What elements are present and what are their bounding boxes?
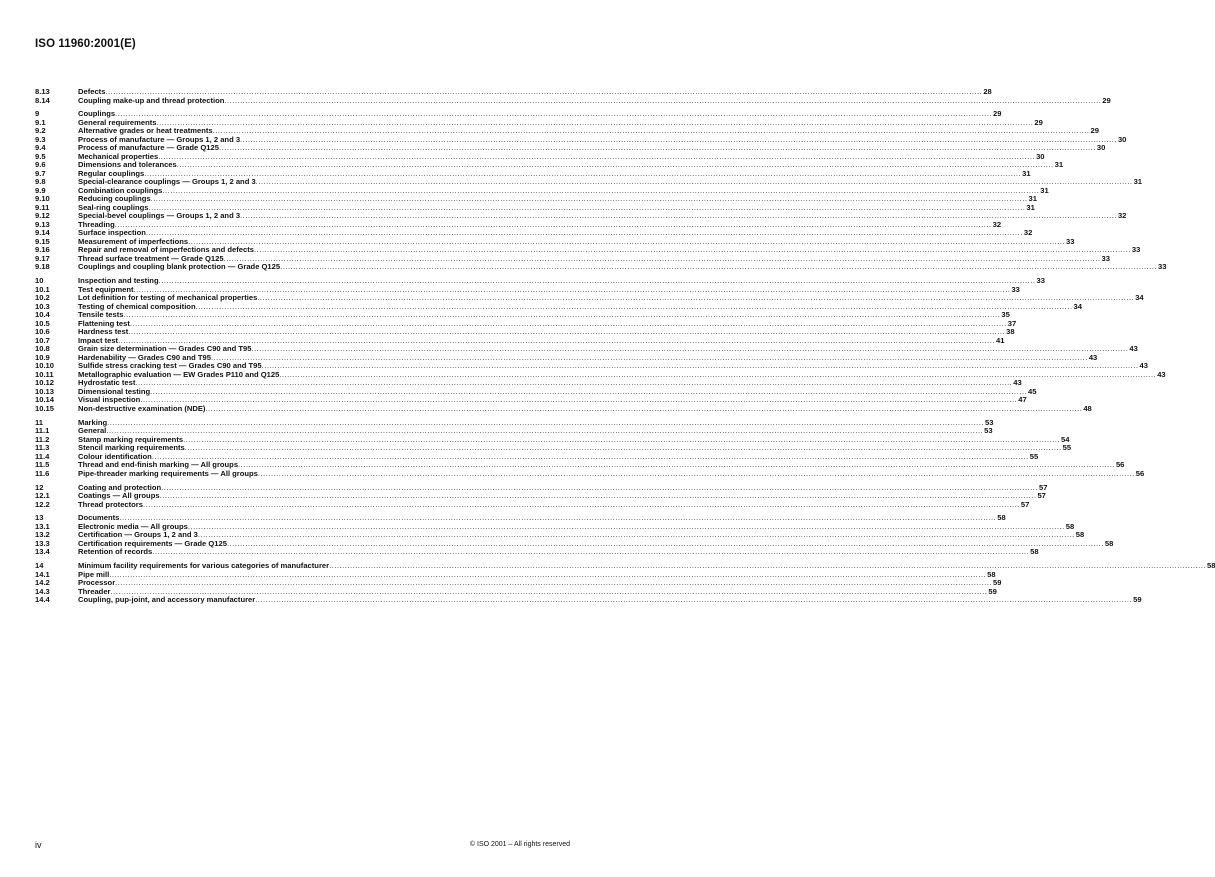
toc-section-group (35, 561, 1215, 605)
toc-entry-number: 13.2 (35, 530, 50, 540)
toc-section-group (35, 482, 1048, 510)
toc-entry-number: 13 (35, 513, 44, 523)
toc-entry-number: 14.1 (35, 569, 50, 579)
toc-entry-page: 32 (992, 219, 1002, 229)
toc-entry-page: 33 (1101, 253, 1110, 263)
toc-entry-title: Alternative grades or heat treatments (78, 126, 213, 136)
toc-entry-title: Electronic media — All groups (78, 521, 188, 531)
toc-section-group (35, 276, 1166, 413)
toc-entry-page: 45 (1028, 386, 1037, 396)
toc-entry-title: Metallographic evaluation — EW Grades P110 and Q125 (78, 369, 280, 379)
toc-entry-number: 10 (35, 276, 44, 286)
toc-entry[interactable] (35, 499, 1030, 510)
toc-entry-page: 54 (1060, 434, 1070, 444)
toc-entry-page: 58 (997, 513, 1006, 523)
toc-entry-title: Test equipment (78, 284, 134, 294)
toc-dot-leader (224, 97, 1101, 106)
toc-entry-number: 9.4 (35, 143, 46, 153)
toc-entry-title: Couplings (78, 109, 116, 119)
toc-entry-page: 55 (1029, 451, 1039, 461)
toc-entry-title: Lot definition for testing of mechanical properties (78, 293, 258, 303)
toc-entry-page: 34 (1135, 293, 1144, 303)
toc-entry-page: 28 (983, 87, 992, 96)
toc-dot-leader (143, 501, 1020, 510)
toc-entry-page: 41 (995, 335, 1005, 345)
toc-entry-title: Stencil marking requirements (78, 443, 185, 453)
toc-entry-page: 29 (1034, 117, 1043, 127)
toc-dot-leader (255, 596, 1132, 605)
toc-entry-number: 8.14 (35, 95, 50, 105)
toc-entry-title: Threading (78, 219, 115, 229)
toc-entry-title: Surface inspection (78, 228, 146, 238)
toc-dot-leader (280, 263, 1157, 272)
toc-entry-number: 9.11 (35, 202, 50, 212)
toc-entry-page: 33 (1011, 284, 1020, 294)
toc-entry-number: 9.6 (35, 160, 46, 170)
toc-entry-number: 10.4 (35, 310, 50, 320)
toc-entry-title: Non-destructive examination (NDE) (78, 403, 206, 413)
toc-entry-number: 10.10 (35, 361, 55, 371)
toc-entry-page: 59 (988, 586, 997, 596)
toc-entry-number: 9.3 (35, 134, 46, 144)
copyright-notice: © ISO 2001 – All rights reserved (469, 841, 570, 848)
toc-entry-page: 59 (993, 578, 1002, 588)
toc-entry-number: 10.9 (35, 352, 50, 362)
toc-entry-title: Testing of chemical composition (78, 301, 196, 311)
toc-entry[interactable] (35, 95, 1111, 106)
toc-entry-number: 9.8 (35, 177, 46, 187)
toc-entry-page: 43 (1088, 352, 1098, 362)
toc-entry-number: 10.5 (35, 318, 50, 328)
toc-entry-page: 43 (1157, 369, 1166, 379)
toc-entry-title: Regular couplings (78, 168, 145, 178)
toc-entry-title: Couplings and coupling blank protection — Grade Q125 (78, 262, 281, 272)
toc-entry-page: 34 (1073, 301, 1082, 311)
toc-entry-title: Special-bevel couplings — Groups 1, 2 and 3 (78, 211, 241, 221)
toc-entry-number: 10.1 (35, 284, 50, 294)
toc-entry-number: 8.13 (35, 87, 50, 96)
toc-entry-number: 9.10 (35, 194, 50, 204)
toc-entry-page: 48 (1083, 403, 1092, 413)
table-of-contents (35, 87, 1215, 610)
toc-entry-number: 10.11 (35, 369, 54, 379)
toc-entry-number: 14.2 (35, 578, 50, 588)
toc-entry-title: Pipe mill (78, 569, 110, 579)
toc-entry-page: 31 (1026, 202, 1035, 212)
toc-entry-title: Dimensional testing (78, 386, 151, 396)
toc-entry-title: Retention of records (78, 547, 153, 557)
toc-entry-number: 10.13 (35, 386, 55, 396)
toc-entry-title: Impact test (78, 335, 119, 345)
toc-entry[interactable] (35, 595, 1142, 605)
toc-entry-number: 11.5 (35, 460, 50, 470)
toc-entry-number: 10.12 (35, 378, 55, 388)
toc-entry-title: Threader (78, 586, 111, 596)
toc-entry-title: Grain size determination — Grades C90 and T95 (78, 344, 252, 354)
toc-entry-title: Documents (78, 513, 120, 523)
toc-dot-leader (258, 470, 1135, 479)
toc-entry-page: 59 (1133, 595, 1142, 605)
toc-entry-title: Repair and removal of imperfections and defects (78, 245, 254, 255)
toc-dot-leader (152, 548, 1029, 557)
toc-entry-title: Processor (78, 578, 116, 588)
toc-entry-number: 9.14 (35, 228, 50, 238)
toc-entry-number: 11.2 (35, 434, 50, 444)
toc-entry-page: 29 (1102, 95, 1111, 105)
toc-section-group (35, 417, 1145, 479)
toc-entry-title: Inspection and testing (78, 276, 159, 286)
toc-entry-page: 58 (1075, 530, 1085, 540)
toc-entry-page: 31 (1022, 168, 1031, 178)
toc-entry-title: Defects (78, 87, 106, 96)
toc-entry-page: 58 (1206, 561, 1215, 571)
toc-entry-number: 12.2 (35, 499, 50, 509)
toc-entry-title: Flattening test (78, 318, 130, 328)
toc-entry-number: 10.7 (35, 335, 50, 345)
page-number: iv (35, 840, 42, 850)
toc-entry-page: 57 (1039, 482, 1048, 492)
toc-entry-page: 56 (1135, 468, 1145, 478)
toc-entry-page: 47 (1018, 395, 1027, 405)
toc-entry[interactable] (35, 262, 1167, 272)
toc-section-group (35, 109, 1167, 272)
toc-entry-title: Process of manufacture — Grade Q125 (78, 143, 219, 153)
toc-entry-page: 53 (985, 417, 994, 427)
toc-entry-number: 9.12 (35, 211, 50, 221)
toc-entry-title: Thread and end-finish marking — All groups (78, 460, 239, 470)
toc-entry-page: 58 (987, 569, 996, 579)
toc-entry-number: 9.15 (35, 236, 50, 246)
toc-entry-title: Dimensions and tolerances (78, 160, 177, 170)
toc-entry[interactable] (35, 403, 1092, 414)
toc-entry-number: 11.1 (35, 426, 50, 436)
toc-entry-page: 53 (984, 426, 993, 436)
toc-entry-title: Sulfide stress cracking test — Grades C90 and T95 (78, 361, 262, 371)
toc-entry-number: 9.13 (35, 219, 50, 229)
toc-entry-title: Coatings — All groups (78, 491, 160, 501)
toc-entry-page: 31 (1028, 194, 1037, 204)
toc-entry-number: 9.1 (35, 117, 46, 127)
toc-entry-title: Thread surface treatment — Grade Q125 (78, 253, 224, 263)
toc-dot-leader (205, 405, 1082, 414)
toc-entry-page: 29 (993, 109, 1002, 119)
toc-entry-title: Measurement of imperfections (78, 236, 189, 246)
toc-entry-page: 43 (1129, 344, 1138, 354)
toc-entry-title: Visual inspection (78, 395, 141, 405)
toc-entry-page: 58 (1065, 521, 1075, 531)
toc-entry-number: 11.3 (35, 443, 50, 453)
toc-entry-title: Coupling make-up and thread protection (78, 95, 225, 105)
toc-entry-number: 9.9 (35, 185, 46, 195)
toc-entry-page: 58 (1030, 547, 1039, 557)
toc-entry-number: 11.6 (35, 468, 50, 478)
document-header: ISO 11960:2001(E) (35, 38, 136, 50)
toc-entry-page: 33 (1036, 276, 1045, 286)
toc-entry-number: 9 (35, 109, 40, 119)
toc-entry-title: Colour identification (78, 451, 152, 461)
toc-entry-number: 10.3 (35, 301, 50, 311)
toc-entry-number: 10.6 (35, 327, 50, 337)
toc-entry-page: 58 (1104, 538, 1114, 548)
toc-entry[interactable] (35, 547, 1039, 557)
toc-entry-title: Mechanical properties (78, 151, 159, 161)
toc-entry-number: 9.7 (35, 168, 46, 178)
toc-entry-page: 57 (1020, 499, 1030, 509)
toc-entry-number: 13.4 (35, 547, 50, 557)
toc-entry-number: 9.17 (35, 253, 50, 263)
toc-entry-number: 11.4 (35, 451, 50, 461)
toc-entry-title: Special-clearance couplings — Groups 1, 2 and 3 (78, 177, 256, 187)
toc-entry-page: 30 (1117, 134, 1127, 144)
toc-entry-number: 9.16 (35, 245, 50, 255)
toc-entry-title: Minimum facility requirements for various categories of manufacturer (78, 561, 330, 571)
toc-entry-number: 14 (35, 561, 44, 571)
toc-entry-title: Seal-ring couplings (78, 202, 149, 212)
toc-entry-title: General (78, 426, 107, 436)
toc-entry-title: Hardness test (78, 327, 129, 337)
toc-entry-title: Combination couplings (78, 185, 163, 195)
toc-entry-title: Hydrostatic test (78, 378, 136, 388)
toc-entry-title: Coupling, pup-joint, and accessory manufacturer (78, 595, 256, 605)
toc-entry-page: 43 (1013, 378, 1022, 388)
toc-entry-page: 56 (1115, 460, 1125, 470)
toc-entry-number: 13.3 (35, 538, 50, 548)
toc-entry-number: 11 (35, 417, 44, 427)
toc-entry-page: 29 (1090, 126, 1099, 136)
toc-entry-page: 32 (1117, 211, 1127, 221)
toc-entry-number: 13.1 (35, 521, 50, 531)
toc-entry-number: 10.2 (35, 293, 50, 303)
toc-section-group (35, 87, 1111, 105)
toc-entry-page: 35 (1001, 310, 1010, 320)
toc-entry-number: 12.1 (35, 491, 50, 501)
toc-entry-title: Hardenability — Grades C90 and T95 (78, 352, 211, 362)
toc-entry-title: Tensile tests (78, 310, 124, 320)
toc-entry-title: Reducing couplings (78, 194, 151, 204)
toc-entry-title: General requirements (78, 117, 157, 127)
toc-entry-title: Process of manufacture — Groups 1, 2 and 3 (78, 134, 241, 144)
toc-entry-page: 31 (1040, 185, 1049, 195)
toc-entry-page: 43 (1139, 361, 1148, 371)
toc-entry-number: 10.15 (35, 403, 55, 413)
toc-entry-number: 14.4 (35, 595, 50, 605)
toc-entry-page: 57 (1037, 491, 1046, 501)
toc-entry-number: 14.3 (35, 586, 50, 596)
toc-entry-page: 31 (1054, 160, 1064, 170)
toc-entry-number: 10.14 (35, 395, 55, 405)
toc-entry-number: 12 (35, 482, 44, 492)
toc-entry-page: 32 (1023, 228, 1033, 238)
toc-entry-title: Marking (78, 417, 108, 427)
toc-entry-title: Stamp marking requirements (78, 434, 184, 444)
toc-entry-page: 33 (1066, 236, 1075, 246)
toc-entry-page: 37 (1007, 318, 1017, 328)
toc-section-group (35, 513, 1114, 557)
toc-entry-page: 31 (1133, 177, 1143, 187)
toc-entry-page: 30 (1096, 143, 1106, 153)
toc-entry-page: 55 (1062, 443, 1072, 453)
toc-entry-number: 9.5 (35, 151, 46, 161)
toc-entry-number: 9.18 (35, 262, 50, 272)
toc-entry-page: 38 (1006, 327, 1015, 337)
toc-entry-page: 33 (1158, 262, 1167, 272)
toc-entry[interactable] (35, 468, 1145, 479)
toc-entry-number: 10.8 (35, 344, 50, 354)
toc-entry-page: 30 (1036, 151, 1045, 161)
toc-entry-title: Coating and protection (78, 482, 162, 492)
toc-entry-page: 33 (1131, 245, 1141, 255)
toc-entry-title: Thread protectors (78, 499, 143, 509)
toc-entry-title: Pipe-threader marking requirements — All groups (78, 468, 258, 478)
toc-entry-title: Certification requirements — Grade Q125 (78, 538, 227, 548)
toc-entry-number: 9.2 (35, 126, 46, 136)
toc-entry-title: Certification — Groups 1, 2 and 3 (78, 530, 198, 540)
